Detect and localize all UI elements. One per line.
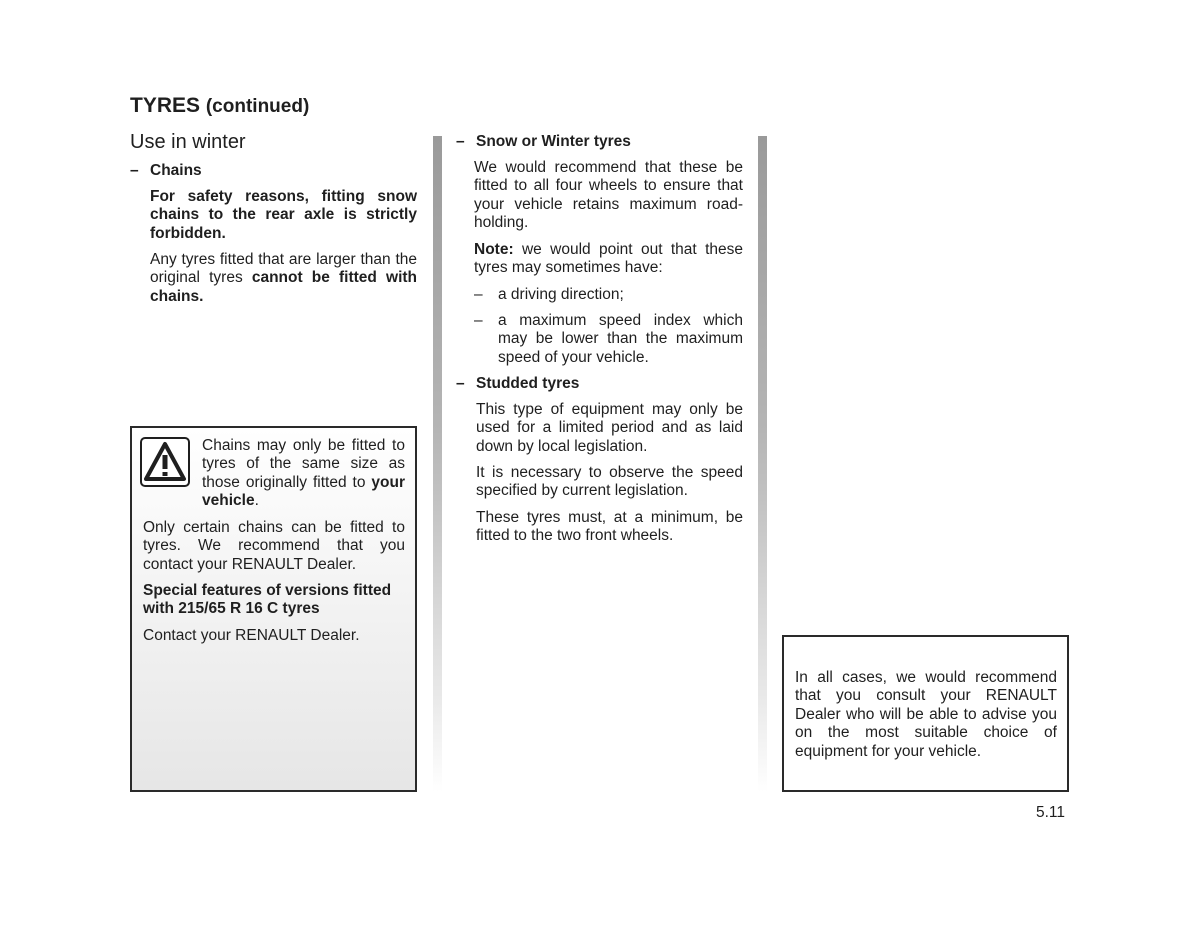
chains-label: Chains — [150, 162, 202, 179]
column-divider-left — [433, 136, 442, 792]
chains-safety-warning: For safety reasons, fitting snow chains to the rear axle is strictly forbidden. — [150, 188, 417, 242]
warning-p1-bold: your vehicle — [202, 473, 405, 510]
warning-paragraph-3: Special features of versions fitted with 215/65 R 16 C tyres — [143, 582, 392, 618]
chains-heading — [130, 162, 202, 180]
note-text: we would point out that these tyres may sometimes have: — [474, 241, 743, 277]
recommendation-text: In all cases, we would recommend that you consult your RENAULT Dealer who will be able to advise you on the most suitable choice of equipment for your vehicle. — [795, 669, 1057, 760]
studded-dash: – — [456, 375, 465, 392]
warning-paragraph-2: Only certain chains can be fitted to tyres. We recommend that you contact your RENAULT Dealer. — [143, 519, 405, 573]
warning-p1-text: Chains may only be fitted to tyres of the same size as those originally fitted to — [202, 437, 405, 491]
snow-tyres-heading — [456, 133, 631, 151]
list-item — [474, 312, 743, 367]
warning-paragraph-1 — [202, 437, 405, 511]
page-title-suffix: (continued) — [205, 96, 310, 117]
studded-tyres-heading — [456, 375, 579, 393]
note-label: Note: — [474, 241, 514, 258]
page-title-main: TYRES — [130, 94, 201, 117]
note-paragraph — [474, 241, 743, 278]
studded-paragraph-3: These tyres must, at a minimum, be fitted to the two front wheels. — [476, 509, 743, 545]
larger-tyres-text: Any tyres fitted that are larger than the original tyres — [150, 251, 417, 287]
warning-p1-end: . — [254, 492, 259, 510]
studded-paragraph-1: This type of equipment may only be used for a limited period and as laid down by local legislation. — [476, 401, 743, 455]
list-item-text: a driving direction; — [498, 286, 624, 303]
section-title: Use in winter — [130, 131, 246, 153]
list-item — [474, 286, 743, 304]
warning-triangle-icon — [140, 437, 190, 487]
list-marker: – — [474, 286, 483, 303]
snow-tyres-paragraph: We would recommend that these be fitted to all four wheels to ensure that your vehicle retains maximum road-holding. — [474, 159, 743, 232]
larger-tyres-bold: cannot be fitted with chains. — [150, 269, 418, 305]
studded-label: Studded tyres — [476, 375, 580, 392]
chains-dash: – — [130, 162, 139, 179]
snow-label: Snow or Winter tyres — [476, 133, 631, 150]
warning-paragraph-4: Contact your RENAULT Dealer. — [143, 627, 360, 644]
list-item-text: a maximum speed index which may be lower than the maximum speed of your vehicle. — [498, 312, 743, 366]
column-divider-right — [758, 136, 767, 792]
page-title — [130, 94, 309, 118]
studded-paragraph-2: It is necessary to observe the speed specified by current legislation. — [476, 464, 743, 500]
larger-tyres-paragraph — [150, 251, 417, 306]
snow-dash: – — [456, 133, 465, 150]
page-number: 5.11 — [1036, 804, 1066, 821]
list-marker: – — [474, 312, 483, 329]
